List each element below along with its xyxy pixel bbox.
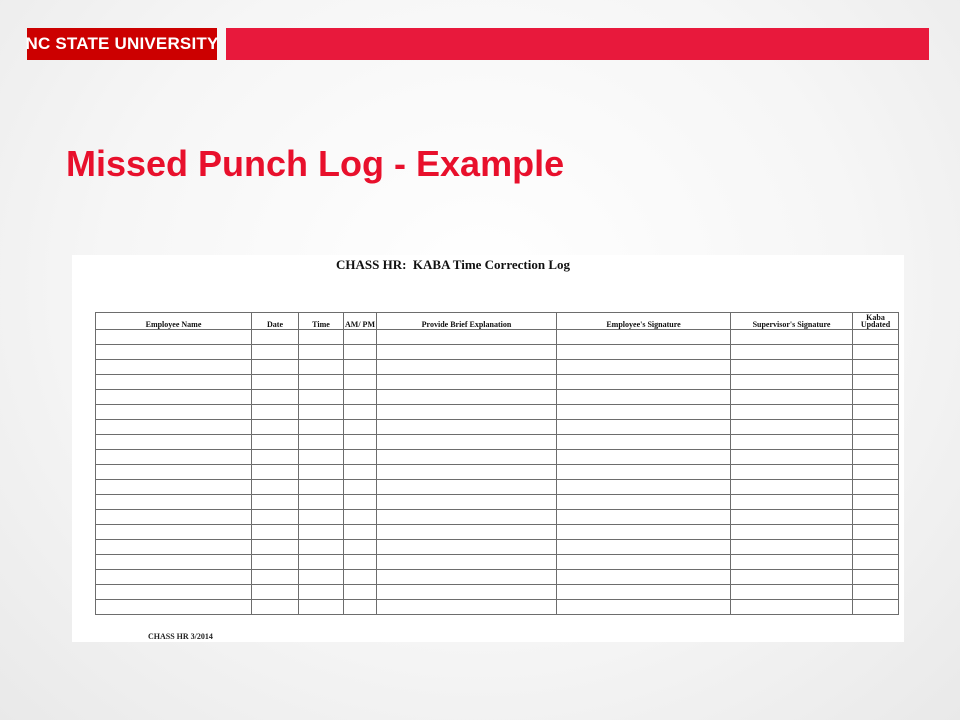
table-cell [299,390,344,405]
table-cell [96,330,252,345]
table-cell [96,360,252,375]
table-cell [557,360,731,375]
table-cell [853,420,899,435]
table-cell [344,420,377,435]
log-document [72,255,904,642]
table-cell [731,600,853,615]
table-cell [377,480,557,495]
table-cell [252,435,299,450]
table-cell [252,420,299,435]
table-cell [853,525,899,540]
table-cell [853,405,899,420]
table-cell [853,375,899,390]
table-cell [377,360,557,375]
table-row [96,435,899,450]
table-cell [344,480,377,495]
col-employee-name: Employee Name [96,313,252,330]
table-cell [344,495,377,510]
table-row [96,450,899,465]
table-cell [557,495,731,510]
col-explanation: Provide Brief Explanation [377,313,557,330]
table-row [96,585,899,600]
table-cell [299,600,344,615]
table-cell [731,525,853,540]
col-date: Date [252,313,299,330]
table-cell [96,600,252,615]
table-cell [853,555,899,570]
table-row [96,360,899,375]
table-cell [731,360,853,375]
table-cell [377,585,557,600]
table-cell [96,540,252,555]
table-cell [557,600,731,615]
table-row [96,330,899,345]
table-cell [557,420,731,435]
table-cell [299,405,344,420]
table-cell [557,465,731,480]
table-cell [252,390,299,405]
table-cell [299,330,344,345]
col-kaba-updated: Kaba Updated [853,313,899,330]
table-cell [557,390,731,405]
table-cell [96,510,252,525]
table-cell [299,585,344,600]
table-cell [731,435,853,450]
table-cell [557,570,731,585]
table-cell [731,345,853,360]
table-cell [344,600,377,615]
table-cell [252,585,299,600]
table-cell [344,375,377,390]
table-cell [252,330,299,345]
log-table [95,312,899,615]
table-cell [557,405,731,420]
table-row [96,525,899,540]
table-cell [344,570,377,585]
col-time: Time [299,313,344,330]
table-cell [557,450,731,465]
table-cell [299,435,344,450]
table-cell [377,540,557,555]
table-cell [377,465,557,480]
table-cell [344,435,377,450]
table-cell [377,555,557,570]
table-cell [377,600,557,615]
table-row [96,600,899,615]
table-cell [731,405,853,420]
table-cell [344,405,377,420]
table-cell [377,525,557,540]
table-cell [252,495,299,510]
table-cell [377,390,557,405]
table-row [96,570,899,585]
table-cell [299,555,344,570]
table-cell [96,525,252,540]
table-cell [344,525,377,540]
table-cell [731,495,853,510]
table-cell [377,495,557,510]
table-cell [853,450,899,465]
table-cell [853,330,899,345]
table-cell [96,435,252,450]
table-cell [853,345,899,360]
table-cell [252,360,299,375]
table-cell [96,375,252,390]
table-cell [557,345,731,360]
table-cell [853,570,899,585]
table-cell [731,585,853,600]
table-cell [557,510,731,525]
table-cell [377,345,557,360]
table-cell [252,375,299,390]
col-employee-signature: Employee's Signature [557,313,731,330]
table-cell [557,585,731,600]
table-cell [252,600,299,615]
table-cell [299,345,344,360]
table-cell [299,480,344,495]
table-cell [377,405,557,420]
log-table-body [96,330,899,615]
table-cell [853,585,899,600]
table-row [96,480,899,495]
table-cell [377,570,557,585]
table-cell [344,345,377,360]
col-supervisor-signature: Supervisor's Signature [731,313,853,330]
slide-title: Missed Punch Log - Example [66,143,565,184]
table-cell [299,540,344,555]
table-cell [853,435,899,450]
table-cell [731,480,853,495]
table-row [96,345,899,360]
table-cell [252,555,299,570]
table-cell [731,465,853,480]
table-cell [252,540,299,555]
table-cell [299,465,344,480]
table-cell [853,540,899,555]
table-cell [299,570,344,585]
table-cell [96,450,252,465]
table-cell [252,480,299,495]
table-cell [731,420,853,435]
table-cell [299,375,344,390]
table-row [96,465,899,480]
table-cell [252,450,299,465]
table-cell [96,465,252,480]
table-cell [299,450,344,465]
table-cell [377,450,557,465]
col-am-pm: AM/ PM [344,313,377,330]
table-cell [344,450,377,465]
table-row [96,555,899,570]
table-cell [344,390,377,405]
table-cell [377,375,557,390]
table-row [96,375,899,390]
table-cell [557,435,731,450]
table-cell [344,330,377,345]
table-header-row [96,313,899,330]
table-cell [853,360,899,375]
table-cell [853,600,899,615]
table-cell [252,405,299,420]
table-cell [853,465,899,480]
table-cell [731,450,853,465]
table-cell [96,390,252,405]
nc-state-logo [27,28,217,60]
table-cell [252,345,299,360]
table-cell [96,570,252,585]
table-cell [557,555,731,570]
table-cell [853,390,899,405]
table-cell [299,360,344,375]
table-cell [96,480,252,495]
table-cell [344,360,377,375]
table-cell [96,585,252,600]
table-cell [252,465,299,480]
table-cell [557,375,731,390]
table-cell [377,510,557,525]
table-cell [731,330,853,345]
table-cell [299,525,344,540]
table-cell [344,465,377,480]
table-row [96,420,899,435]
table-cell [853,495,899,510]
table-row [96,510,899,525]
table-cell [377,420,557,435]
table-cell [299,420,344,435]
table-cell [344,555,377,570]
table-cell [252,525,299,540]
header-stripe [226,28,929,60]
table-cell [96,405,252,420]
table-row [96,405,899,420]
table-cell [96,495,252,510]
table-cell [853,480,899,495]
table-cell [252,570,299,585]
table-cell [299,495,344,510]
table-cell [557,330,731,345]
table-cell [853,510,899,525]
table-cell [344,585,377,600]
table-cell [731,540,853,555]
table-cell [96,420,252,435]
table-cell [344,510,377,525]
table-cell [731,510,853,525]
table-cell [96,555,252,570]
document-footer: CHASS HR 3/2014 [148,632,213,641]
table-cell [731,570,853,585]
table-cell [557,480,731,495]
table-cell [377,435,557,450]
table-cell [557,540,731,555]
table-cell [731,390,853,405]
table-cell [96,345,252,360]
document-title: CHASS HR: KABA Time Correction Log [335,257,570,272]
table-cell [731,555,853,570]
table-cell [344,540,377,555]
table-cell [731,375,853,390]
table-cell [252,510,299,525]
table-row [96,540,899,555]
brand-wordmark: NC STATE UNIVERSITY [25,34,219,53]
table-row [96,495,899,510]
table-cell [299,510,344,525]
table-row [96,390,899,405]
table-cell [557,525,731,540]
table-cell [377,330,557,345]
